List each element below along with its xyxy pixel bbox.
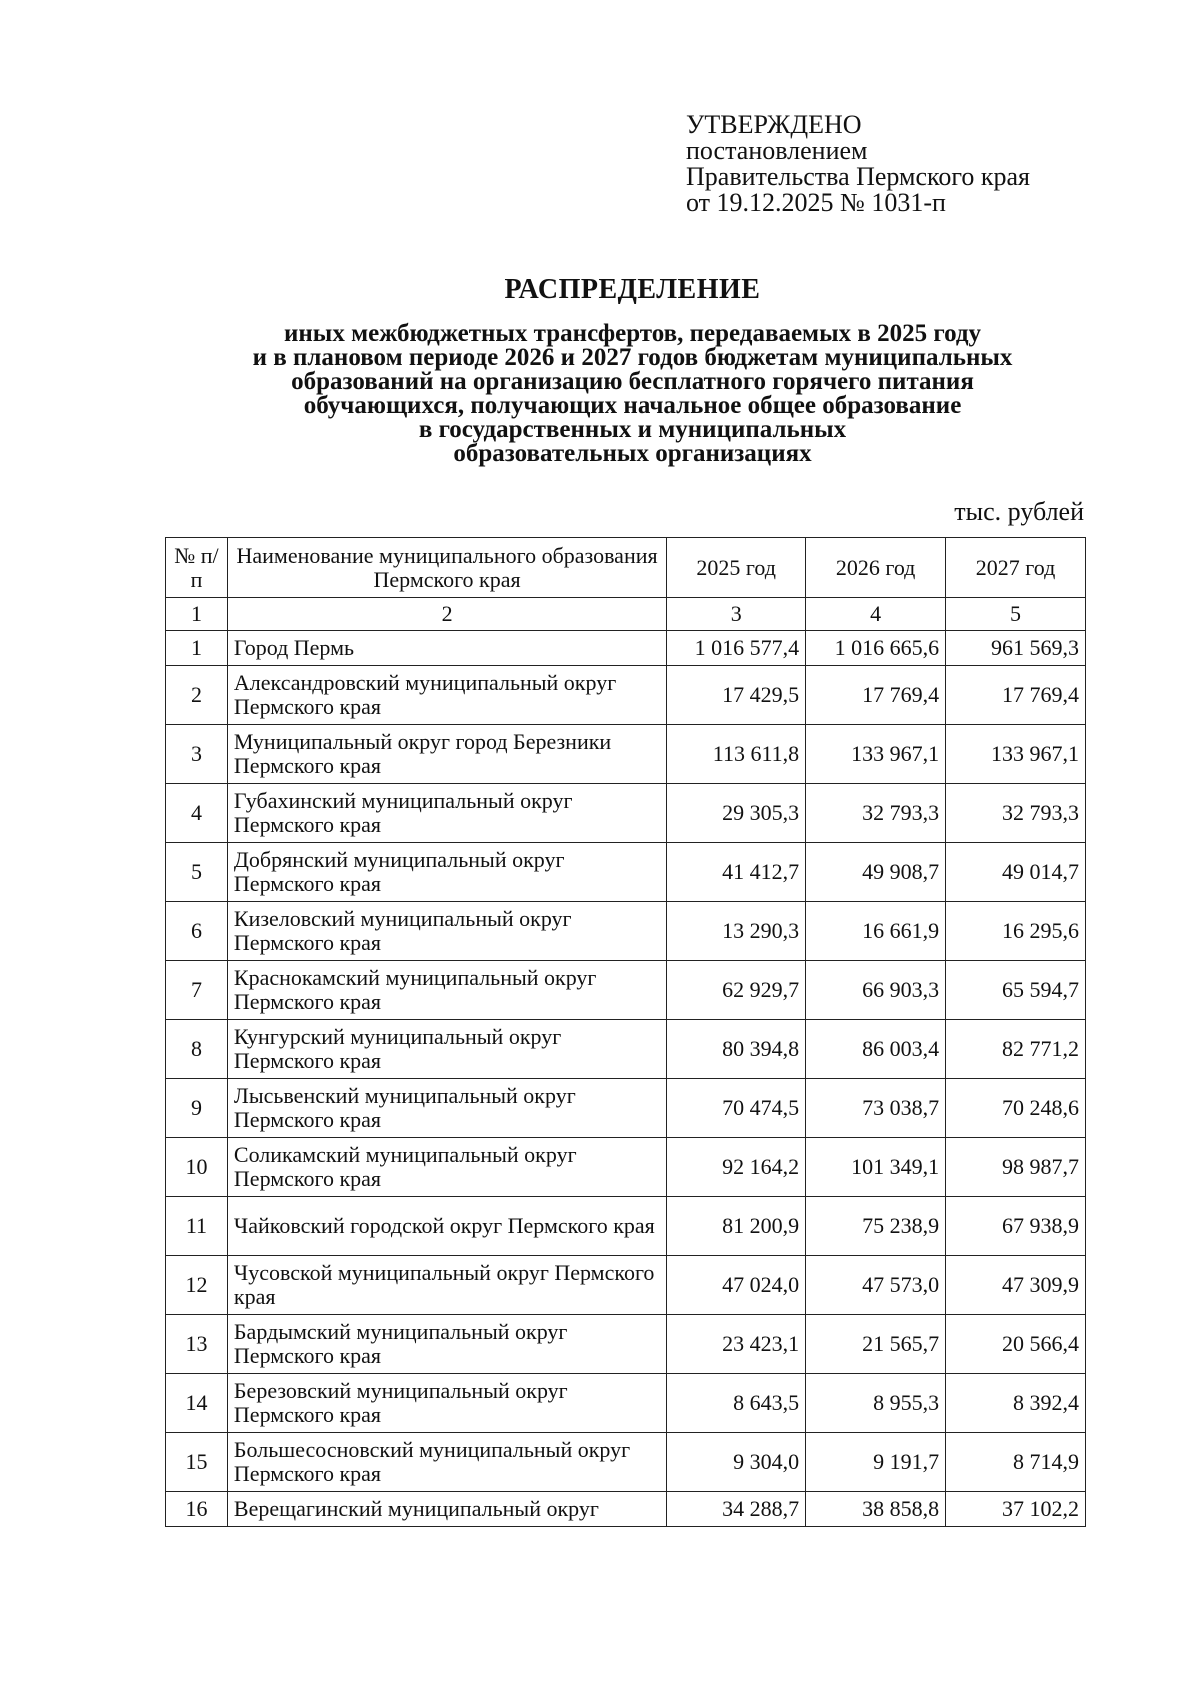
row-number: 3 (166, 725, 228, 784)
table-row (166, 1256, 1086, 1315)
column-number-row (166, 598, 1086, 631)
value-2025: 62 929,7 (667, 961, 806, 1020)
row-number: 1 (166, 631, 228, 666)
table-row (166, 1197, 1086, 1256)
row-number: 15 (166, 1433, 228, 1492)
table-row (166, 725, 1086, 784)
value-2026: 1 016 665,6 (806, 631, 946, 666)
column-number: 1 (166, 598, 228, 631)
value-2027: 961 569,3 (946, 631, 1086, 666)
municipality-name: Муниципальный округ город Березники Пермского края (227, 725, 666, 784)
row-number: 10 (166, 1138, 228, 1197)
row-number: 12 (166, 1256, 228, 1315)
approval-date-number: от 19.12.2025 № 1031-п (686, 188, 946, 217)
row-number: 7 (166, 961, 228, 1020)
table-row (166, 1374, 1086, 1433)
table-header-row (166, 538, 1086, 598)
municipality-name: Большесосновский муниципальный округ Пермского края (227, 1433, 666, 1492)
table-row (166, 1079, 1086, 1138)
value-2025: 17 429,5 (667, 666, 806, 725)
value-2026: 32 793,3 (806, 784, 946, 843)
value-2026: 47 573,0 (806, 1256, 946, 1315)
value-2027: 20 566,4 (946, 1315, 1086, 1374)
value-2026: 16 661,9 (806, 902, 946, 961)
document-subtitle (0, 322, 1200, 466)
value-2027: 37 102,2 (946, 1492, 1086, 1527)
value-2027: 133 967,1 (946, 725, 1086, 784)
value-2025: 23 423,1 (667, 1315, 806, 1374)
row-number: 11 (166, 1197, 228, 1256)
approval-line: постановлением (686, 136, 868, 165)
header-2027: 2027 год (946, 538, 1086, 598)
value-2027: 8 392,4 (946, 1374, 1086, 1433)
approval-stamp (686, 112, 1030, 216)
row-number: 2 (166, 666, 228, 725)
distribution-table (165, 537, 1086, 1527)
row-number: 6 (166, 902, 228, 961)
table-row (166, 1315, 1086, 1374)
value-2026: 75 238,9 (806, 1197, 946, 1256)
value-2026: 86 003,4 (806, 1020, 946, 1079)
value-2026: 38 858,8 (806, 1492, 946, 1527)
column-number: 3 (667, 598, 806, 631)
value-2027: 82 771,2 (946, 1020, 1086, 1079)
value-2027: 8 714,9 (946, 1433, 1086, 1492)
value-2027: 67 938,9 (946, 1197, 1086, 1256)
table-row (166, 1020, 1086, 1079)
value-2026: 21 565,7 (806, 1315, 946, 1374)
municipality-name: Александровский муниципальный округ Пермского края (227, 666, 666, 725)
value-2025: 113 611,8 (667, 725, 806, 784)
approval-line: Правительства Пермского края (686, 162, 1030, 191)
table-row (166, 843, 1086, 902)
table-row (166, 1138, 1086, 1197)
value-2027: 70 248,6 (946, 1079, 1086, 1138)
municipality-name: Кунгурский муниципальный округ Пермского края (227, 1020, 666, 1079)
header-name: Наименование муниципального образования Пермского края (227, 538, 666, 598)
value-2027: 16 295,6 (946, 902, 1086, 961)
value-2027: 65 594,7 (946, 961, 1086, 1020)
table-row (166, 784, 1086, 843)
subtitle-line: в государственных и муниципальных (418, 416, 847, 443)
municipality-name: Кизеловский муниципальный округ Пермского края (227, 902, 666, 961)
column-number: 5 (946, 598, 1086, 631)
municipality-name: Город Пермь (227, 631, 666, 666)
value-2026: 8 955,3 (806, 1374, 946, 1433)
value-2026: 101 349,1 (806, 1138, 946, 1197)
value-2025: 13 290,3 (667, 902, 806, 961)
municipality-name: Бардымский муниципальный округ Пермского края (227, 1315, 666, 1374)
value-2025: 34 288,7 (667, 1492, 806, 1527)
header-2025: 2025 год (667, 538, 806, 598)
column-number: 2 (227, 598, 666, 631)
value-2025: 9 304,0 (667, 1433, 806, 1492)
document-title: РАСПРЕДЕЛЕНИЕ (504, 274, 761, 305)
value-2025: 80 394,8 (667, 1020, 806, 1079)
row-number: 4 (166, 784, 228, 843)
municipality-name: Губахинский муниципальный округ Пермского края (227, 784, 666, 843)
subtitle-line: и в плановом периоде 2026 и 2027 годов бюджетам муниципальных (252, 344, 1013, 371)
value-2025: 47 024,0 (667, 1256, 806, 1315)
approval-title: УТВЕРЖДЕНО (686, 110, 862, 139)
value-2026: 9 191,7 (806, 1433, 946, 1492)
subtitle-line: обучающихся, получающих начальное общее образование (303, 392, 962, 419)
value-2025: 81 200,9 (667, 1197, 806, 1256)
value-2025: 29 305,3 (667, 784, 806, 843)
municipality-name: Добрянский муниципальный округ Пермского края (227, 843, 666, 902)
value-2026: 73 038,7 (806, 1079, 946, 1138)
document-title-block (0, 274, 1200, 466)
value-2026: 17 769,4 (806, 666, 946, 725)
header-num: № п/п (166, 538, 228, 598)
value-2025: 92 164,2 (667, 1138, 806, 1197)
table-row (166, 1492, 1086, 1527)
municipality-name: Лысьвенский муниципальный округ Пермского края (227, 1079, 666, 1138)
row-number: 5 (166, 843, 228, 902)
value-2027: 98 987,7 (946, 1138, 1086, 1197)
municipality-name: Березовский муниципальный округ Пермского края (227, 1374, 666, 1433)
table-row (166, 631, 1086, 666)
value-2025: 8 643,5 (667, 1374, 806, 1433)
subtitle-line: образований на организацию бесплатного горячего питания (291, 368, 974, 395)
value-2026: 133 967,1 (806, 725, 946, 784)
municipality-name: Чусовской муниципальный округ Пермского края (227, 1256, 666, 1315)
subtitle-line: иных межбюджетных трансфертов, передаваемых в 2025 году (284, 320, 981, 347)
table-row (166, 961, 1086, 1020)
value-2027: 17 769,4 (946, 666, 1086, 725)
value-2026: 66 903,3 (806, 961, 946, 1020)
value-2027: 49 014,7 (946, 843, 1086, 902)
row-number: 9 (166, 1079, 228, 1138)
row-number: 13 (166, 1315, 228, 1374)
subtitle-line: образовательных организациях (453, 440, 812, 467)
row-number: 8 (166, 1020, 228, 1079)
row-number: 16 (166, 1492, 228, 1527)
value-2025: 1 016 577,4 (667, 631, 806, 666)
column-number: 4 (806, 598, 946, 631)
value-2026: 49 908,7 (806, 843, 946, 902)
municipality-name: Краснокамский муниципальный округ Пермского края (227, 961, 666, 1020)
table-row (166, 666, 1086, 725)
municipality-name: Верещагинский муниципальный округ (227, 1492, 666, 1527)
value-2025: 70 474,5 (667, 1079, 806, 1138)
units-label: тыс. рублей (954, 497, 1084, 526)
municipality-name: Чайковский городской округ Пермского края (227, 1197, 666, 1256)
value-2027: 32 793,3 (946, 784, 1086, 843)
header-2026: 2026 год (806, 538, 946, 598)
value-2025: 41 412,7 (667, 843, 806, 902)
municipality-name: Соликамский муниципальный округ Пермского края (227, 1138, 666, 1197)
value-2027: 47 309,9 (946, 1256, 1086, 1315)
table-row (166, 1433, 1086, 1492)
table-row (166, 902, 1086, 961)
row-number: 14 (166, 1374, 228, 1433)
